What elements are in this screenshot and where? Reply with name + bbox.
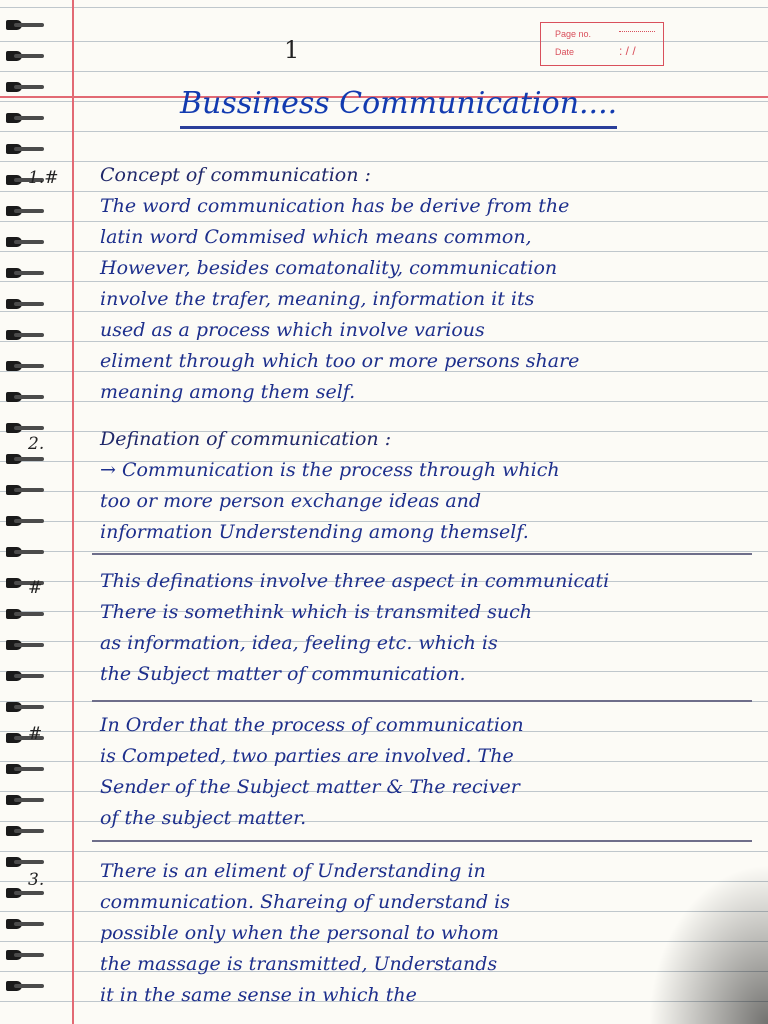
- page-date-stamp: [540, 22, 664, 66]
- section-number: #: [28, 578, 43, 598]
- stamp-page-label: Page no.: [555, 29, 592, 39]
- binding-ring: [14, 457, 44, 461]
- binding-ring: [14, 767, 44, 771]
- text-line: information Understending among themself.: [100, 521, 529, 543]
- binding-ring: [14, 984, 44, 988]
- binding-ring: [14, 147, 44, 151]
- section-aspects: [100, 566, 609, 690]
- binding-ring: [14, 54, 44, 58]
- text-line: The word communication has be derive from the: [100, 195, 570, 217]
- binding-ring: [14, 953, 44, 957]
- section-parties: [100, 710, 524, 834]
- binding-ring: [14, 426, 44, 430]
- text-line: too or more person exchange ideas and: [100, 490, 482, 512]
- binding-ring: [14, 209, 44, 213]
- text-line: possible only when the personal to whom: [100, 922, 499, 944]
- divider-line: [92, 700, 752, 702]
- binding-ring: [14, 333, 44, 337]
- binding-ring: [14, 271, 44, 275]
- section-heading: Concept of communication :: [100, 164, 371, 186]
- stamp-date-label: Date: [555, 47, 575, 57]
- binding-ring: [14, 891, 44, 895]
- section-number: 3.: [28, 870, 45, 890]
- margin-line-vertical: [72, 0, 74, 1024]
- section-defination: [100, 424, 560, 548]
- divider-line: [92, 840, 752, 842]
- divider-line: [92, 553, 752, 555]
- text-line: In Order that the process of communication: [100, 714, 524, 736]
- text-line: There is somethink which is transmited such: [100, 601, 533, 623]
- text-line: the massage is transmitted, Understands: [100, 953, 498, 975]
- stamp-date-value: : / /: [619, 44, 636, 58]
- binding-ring: [14, 612, 44, 616]
- binding-ring: [14, 705, 44, 709]
- section-number: 1.#: [28, 168, 59, 188]
- text-line: is Competed, two parties are involved. The: [100, 745, 514, 767]
- text-line: involve the trafer, meaning, information it its: [100, 288, 535, 310]
- binding-ring: [14, 829, 44, 833]
- text-line: eliment through which too or more persons share: [100, 350, 580, 372]
- binding-ring: [14, 116, 44, 120]
- section-heading: Defination of communication :: [100, 428, 392, 450]
- text-line: Sender of the Subject matter & The reciver: [100, 776, 520, 798]
- text-line: the Subject matter of communication.: [100, 663, 466, 685]
- binding-ring: [14, 922, 44, 926]
- section-number: #: [28, 724, 43, 744]
- text-line: There is an eliment of Understanding in: [100, 860, 486, 882]
- binding-ring: [14, 302, 44, 306]
- binding-ring: [14, 643, 44, 647]
- section-concept: [100, 160, 579, 408]
- page-title: Bussiness Communication....: [180, 82, 617, 129]
- text-line: communication. Shareing of understand is: [100, 891, 510, 913]
- binding-ring: [14, 85, 44, 89]
- text-line: it in the same sense in which the: [100, 984, 417, 1006]
- binding-ring: [14, 860, 44, 864]
- binding-ring: [14, 23, 44, 27]
- text-line: This definations involve three aspect in communicati: [100, 570, 610, 592]
- binding-ring: [14, 519, 44, 523]
- binding-ring: [14, 240, 44, 244]
- binding-ring: [14, 798, 44, 802]
- binding-ring: [14, 488, 44, 492]
- section-understanding: [100, 856, 510, 1011]
- text-line: as information, idea, feeling etc. which is: [100, 632, 498, 654]
- text-line: latin word Commised which means common,: [100, 226, 532, 248]
- text-line: used as a process which involve various: [100, 319, 485, 341]
- binding-ring: [14, 550, 44, 554]
- text-line: meaning among them self.: [100, 381, 356, 403]
- binding-ring: [14, 395, 44, 399]
- text-line: of the subject matter.: [100, 807, 307, 829]
- binding-ring: [14, 364, 44, 368]
- binding-ring: [14, 674, 44, 678]
- corner-shadow: [648, 864, 768, 1024]
- text-line: → Communication is the process through which: [100, 459, 560, 481]
- section-number: 2.: [28, 434, 45, 454]
- text-line: However, besides comatonality, communication: [100, 257, 558, 279]
- page-number: 1: [284, 36, 300, 64]
